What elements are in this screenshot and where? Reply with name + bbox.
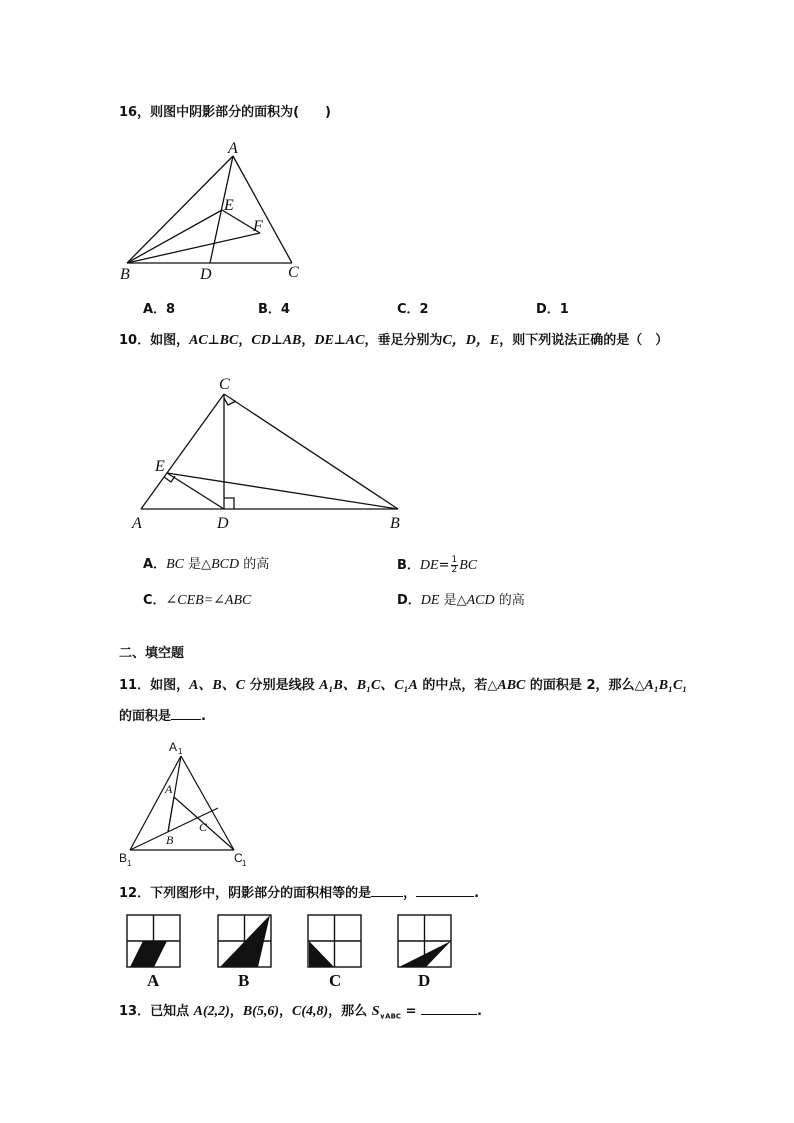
q12-figure-a: [127, 915, 180, 967]
q11-label-b1-sub: 1: [127, 859, 132, 868]
q16-option-c: C．2: [397, 302, 429, 317]
q13-stem: 13．已知点 A(2,2)，B(5,6)，C(4,8)，那么 $S_{\vee ABC}$ = .: [119, 1004, 482, 1021]
q12-figure-d: [398, 915, 451, 967]
q16-option-b: B．4: [258, 302, 290, 317]
q11-label-a: A: [165, 782, 173, 796]
q12-caption-a: A: [147, 971, 160, 990]
q16-stem: 16，则图中阴影部分的面积为( ): [119, 105, 331, 120]
q16-side-ab: [127, 156, 233, 263]
q11-label-b: B: [166, 833, 174, 847]
q16-option-d: D．1: [536, 302, 569, 317]
q10-side-bc: [224, 394, 398, 509]
q11-stem-line2: 的面积是 .: [119, 709, 206, 724]
q10-side-ac: [141, 394, 224, 509]
q11-label-c1-sub: 1: [242, 859, 247, 868]
q10-segment-de: [167, 473, 224, 509]
q10-right-angle-c: [224, 398, 236, 405]
q16-segment-bf: [127, 233, 260, 263]
q11-label-a1-sub: 1: [178, 747, 183, 756]
q12-caption-d: D: [418, 971, 431, 990]
q12-answer-blank-2[interactable]: [416, 884, 474, 897]
q16-label-a: A: [228, 140, 238, 157]
q10-right-angle-d: [224, 498, 234, 509]
q10-label-c: C: [219, 376, 230, 393]
q10-option-d: D．DE 是△ACD 的高: [397, 593, 525, 608]
q10-label-d: D: [217, 515, 229, 532]
q11-answer-blank[interactable]: [171, 707, 201, 720]
q11-side-a1c1: [181, 756, 234, 850]
q12-figure-b: [218, 915, 271, 967]
q11-label-a1: A: [169, 740, 178, 754]
q10-option-a: A．BC 是△BCD 的高: [143, 557, 270, 572]
q16-label-c: C: [288, 264, 299, 281]
q16-label-e: E: [224, 197, 234, 214]
q16-segment-be: [127, 210, 222, 263]
q13-answer-blank[interactable]: [421, 1002, 477, 1015]
q10-option-b: B．DE= $\frac{1}{2}$ BC: [397, 555, 478, 575]
q12-caption-c: C: [329, 971, 342, 990]
q10-label-e: E: [155, 458, 165, 475]
q16-option-a: A．8: [143, 302, 176, 317]
q12-stem: 12．下列图形中，阴影部分的面积相等的是 ， .: [119, 886, 480, 901]
q11-side-ab: [168, 797, 174, 832]
q11-label-c1: C: [234, 851, 243, 865]
q16-label-f: F: [253, 218, 263, 235]
q12-figure-c: [308, 915, 361, 967]
q16-label-b: B: [120, 266, 130, 283]
q10-stem: 10．如图，AC⊥BC，CD⊥AB，DE⊥AC，垂足分别为C，D，E，则下列说法正确的是（ ）: [119, 333, 669, 348]
q10-label-a: A: [132, 515, 142, 532]
q12-answer-blank-1[interactable]: [371, 884, 403, 897]
q11-label-b1: B: [119, 851, 128, 865]
q11-label-c: C: [199, 820, 208, 834]
q16-label-d: D: [200, 266, 212, 283]
q10-segment-eb: [167, 473, 398, 509]
q10-label-b: B: [390, 515, 400, 532]
q11-stem-line1: 11．如图，A、B、C 分别是线段 A₁B、B₁C、C₁A 的中点，若△ABC 的面积是 2，那么△A₁B₁C₁: [119, 678, 688, 693]
q16-side-ac: [233, 156, 292, 263]
section-title-fill-in: 二、填空题: [119, 646, 185, 661]
q12-caption-b: B: [238, 971, 250, 990]
q10-option-c: C．∠CEB=∠ABC: [143, 593, 252, 608]
